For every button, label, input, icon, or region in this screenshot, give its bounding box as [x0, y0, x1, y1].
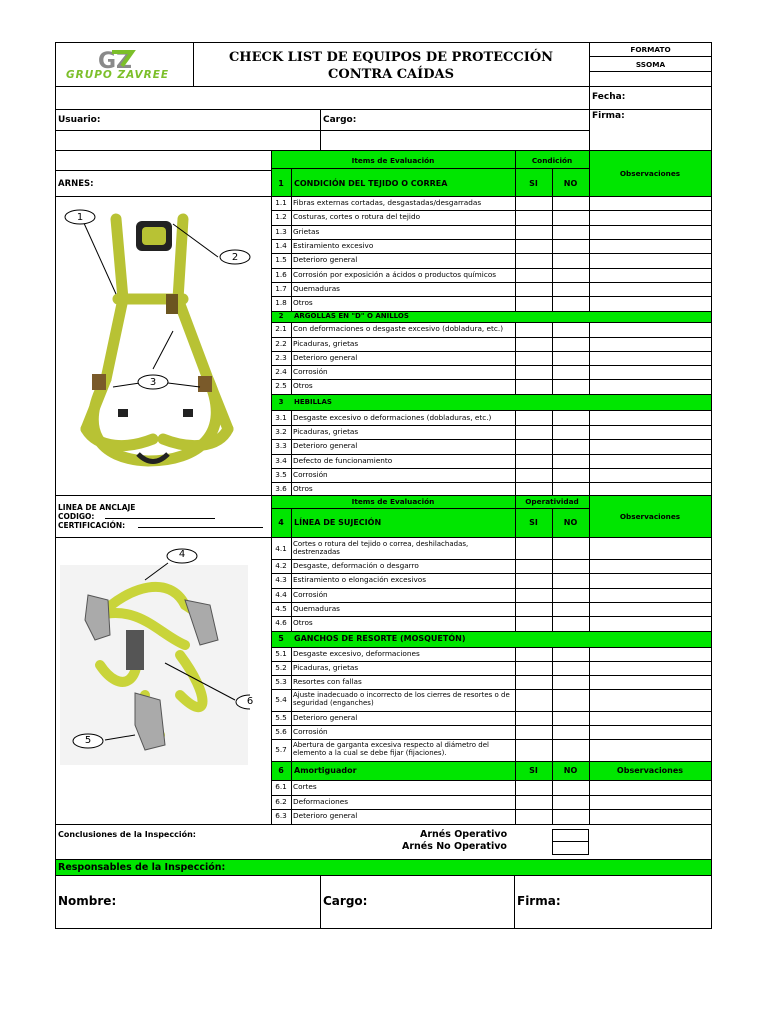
si-header-3: SI — [529, 766, 538, 775]
checklist-row: 3.5 Corrosión — [275, 470, 328, 479]
checklist-row: 3.4 Defecto de funcionamiento — [275, 456, 393, 465]
no-header-3: NO — [563, 766, 578, 775]
section-5-number: 5 — [278, 634, 284, 643]
observaciones-header-2: Observaciones — [619, 512, 681, 521]
checklist-row: 2.3 Deterioro general — [275, 353, 358, 362]
logo-text: GRUPO ZAVREE — [66, 69, 170, 81]
checklist-row: 4.6 Otros — [275, 618, 313, 627]
operatividad-header: Operatividad — [525, 497, 579, 506]
checklist-row: 6.1 Cortes — [275, 782, 317, 791]
callout-1: 1 — [76, 212, 84, 223]
callout-4: 4 — [178, 549, 186, 560]
items-header: Items de Evaluación — [351, 156, 435, 165]
section-2-title: ARGOLLAS EN "D" O ANILLOS — [294, 312, 409, 320]
checklist-row: 6.3 Deterioro general — [275, 811, 358, 820]
checklist-row: 1.7 Quemaduras — [275, 284, 340, 293]
firma-footer-label: Firma: — [517, 894, 561, 908]
cargo-label: Cargo: — [323, 115, 357, 125]
checklist-row: 6.2 Deformaciones — [275, 797, 349, 806]
observaciones-header: Observaciones — [619, 169, 681, 178]
checklist-row: 2.5 Otros — [275, 381, 313, 390]
checklist-row: 3.6 Otros — [275, 484, 313, 493]
callout-6: 6 — [246, 696, 254, 707]
codigo-label: CODIGO: — [58, 512, 95, 521]
firma-footer-field[interactable] — [560, 880, 708, 924]
checklist-row: 3.1 Desgaste excesivo o deformaciones (dobladuras, etc.) — [275, 413, 492, 422]
section-4-title: LÍNEA DE SUJECIÓN — [294, 518, 382, 527]
checklist-row: 1.5 Deterioro general — [275, 255, 358, 264]
format-code: SSOMA — [635, 60, 666, 69]
no-operativo-checkbox[interactable] — [552, 841, 589, 855]
fecha-field[interactable] — [625, 88, 709, 108]
cargo-field[interactable] — [360, 111, 586, 130]
checklist-row: 5.3 Resortes con fallas — [275, 677, 362, 686]
checklist-row: 4.2 Desgaste, deformación o desgarro — [275, 561, 419, 570]
checklist-row: 5.5 Deterioro general — [275, 713, 358, 722]
si-header: SI — [529, 179, 538, 188]
page-title: CHECK LIST DE EQUIPOS DE PROTECCIÓN CONTRA CAÍDAS — [228, 50, 554, 82]
section-3-title: HEBILLAS — [294, 398, 332, 406]
checklist-row: 4.1 Cortes o rotura del tejido o correa, deshilachadas, destrenzadas — [275, 540, 469, 557]
nombre-label: Nombre: — [58, 894, 117, 908]
checklist-row: 1.1 Fibras externas cortadas, desgastadas/desgarradas — [275, 198, 482, 207]
section-6-number: 6 — [278, 766, 284, 775]
section-4-number: 4 — [278, 518, 284, 527]
section-1-number: 1 — [278, 179, 284, 188]
linea-anclaje-label: LINEA DE ANCLAJE — [58, 503, 136, 512]
no-header: NO — [563, 179, 578, 188]
section-3-number: 3 — [278, 398, 284, 406]
formato-label: FORMATO — [630, 45, 671, 54]
checklist-row: 3.3 Deterioro general — [275, 441, 358, 450]
checklist-row: 4.4 Corrosión — [275, 590, 328, 599]
observaciones-header-3: Observaciones — [616, 766, 684, 775]
checklist-row: 1.8 Otros — [275, 298, 313, 307]
arnes-operativo-label: Arnés Operativo — [420, 829, 508, 840]
checklist-row: 5.2 Picaduras, grietas — [275, 663, 359, 672]
checklist-row: 5.1 Desgaste excesivo, deformaciones — [275, 649, 420, 658]
cargo-footer-label: Cargo: — [323, 894, 368, 908]
section-1-title: CONDICIÓN DEL TEJIDO O CORREA — [294, 179, 448, 188]
checklist-row: 3.2 Picaduras, grietas — [275, 427, 359, 436]
checklist-row: 2.4 Corrosión — [275, 367, 328, 376]
checklist-row: 5.7 Abertura de garganta excesiva respecto al diámetro del elemento a la cual se debe fijar (fijaciones). — [275, 741, 489, 758]
nombre-field[interactable] — [110, 880, 315, 924]
harness-illustration — [58, 199, 268, 492]
certificacion-label: CERTIFICACIÓN: — [58, 521, 126, 530]
callout-3: 3 — [149, 377, 157, 388]
conclusiones-label: Conclusiones de la Inspección: — [58, 830, 196, 839]
responsables-label: Responsables de la Inspección: — [58, 862, 226, 873]
section-2-number: 2 — [278, 312, 284, 320]
items-header-2: Items de Evaluación — [351, 497, 435, 506]
checklist-row: 4.5 Quemaduras — [275, 604, 340, 613]
condicion-header: Condición — [531, 156, 573, 165]
checklist-row: 5.6 Corrosión — [275, 727, 328, 736]
svg-text:GZ: GZ — [98, 49, 133, 74]
checklist-row: 1.6 Corrosión por exposición a ácidos o productos químicos — [275, 270, 497, 279]
arnes-label: ARNES: — [58, 179, 94, 189]
checklist-row: 1.2 Costuras, cortes o rotura del tejido — [275, 212, 421, 221]
usuario-field[interactable] — [105, 111, 318, 130]
arnes-no-operativo-label: Arnés No Operativo — [402, 841, 507, 852]
checklist-row: 2.2 Picaduras, grietas — [275, 339, 359, 348]
firma-label: Firma: — [592, 111, 625, 121]
no-header-2: NO — [563, 518, 578, 527]
checklist-row: 1.3 Grietas — [275, 227, 320, 236]
section-5-title: GANCHOS DE RESORTE (MOSQUETÓN) — [294, 634, 466, 643]
callout-5: 5 — [84, 735, 92, 746]
checklist-row: 1.4 Estiramiento excesivo — [275, 241, 374, 250]
fecha-label: Fecha: — [592, 92, 626, 102]
section-6-title: Amortiguador — [294, 766, 357, 775]
si-header-2: SI — [529, 518, 538, 527]
cargo-footer-field[interactable] — [365, 880, 510, 924]
callout-2: 2 — [231, 252, 239, 263]
checklist-row: 5.4 Ajuste inadecuado o incorrecto de los cierres de resortes o de seguridad (enganches) — [275, 691, 510, 708]
usuario-label: Usuario: — [58, 115, 101, 125]
checklist-row: 2.1 Con deformaciones o desgaste excesivo (dobladura, etc.) — [275, 324, 504, 333]
checklist-row: 4.3 Estiramiento o elongación excesivos — [275, 575, 427, 584]
